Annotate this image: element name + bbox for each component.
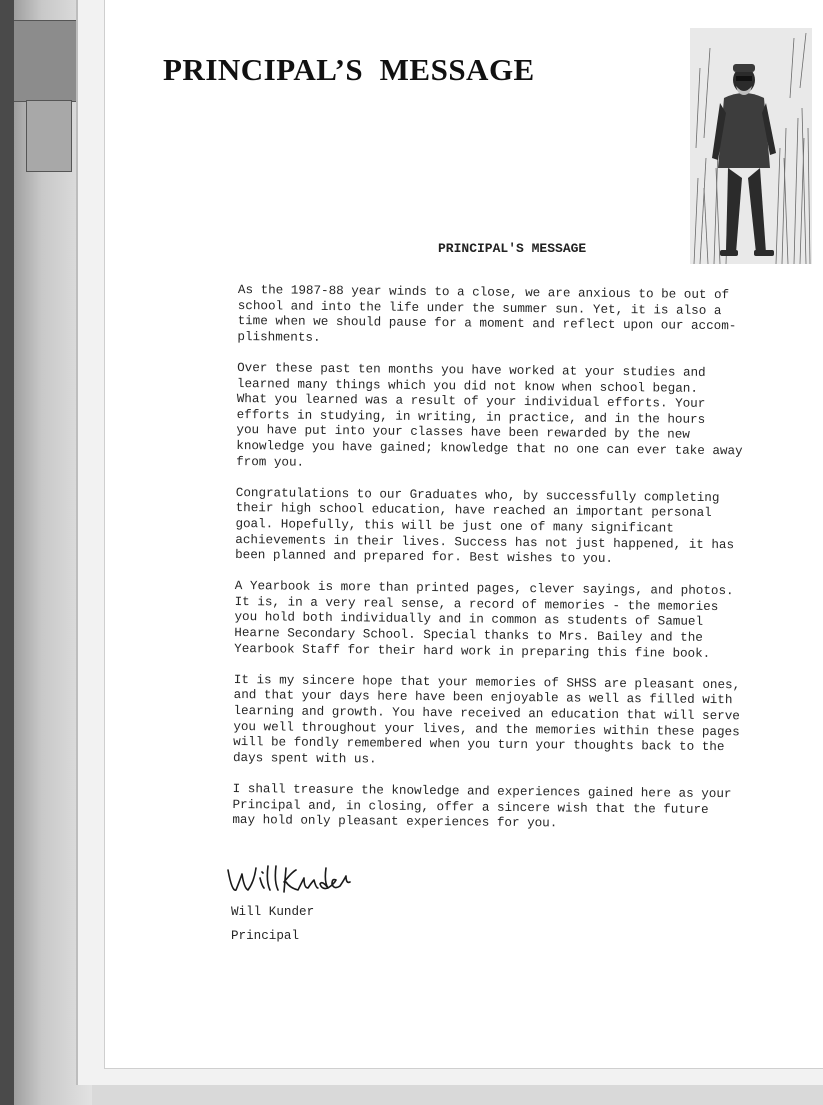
paragraph: I shall treasure the knowledge and experiences gained here as your Principal and, in closing, offer a sincere wish that the future may hold only pleasant experiences for you.: [232, 781, 732, 831]
paragraph: Over these past ten months you have worked at your studies and learned many things which you did not know when school began. What you learned was a result of your individual efforts. Your efforts in studying, in writing, in practice, and in the hours you have put into your classes have been rewarded by the new knowledge you have gained; knowledge that no one can ever take away from you.: [236, 360, 743, 470]
signer-name: Will Kunder: [231, 905, 315, 919]
signer-title: Principal: [231, 929, 300, 943]
paragraph: As the 1987-88 year winds to a close, we are anxious to be out of school and into the life under the summer sun. Yet, it is also a time when we should pause for a moment and reflect upon our accom- plishments.: [237, 283, 737, 345]
paragraph: A Yearbook is more than printed pages, clever sayings, and photos. It is, in a very real sense, a record of memories - the memories you hold both individually and in common as students of Samuel Hearne Secondary School. Special thanks to Mrs. Bailey and the Yearbook Staff for their hard work in preparing this fine book.: [234, 579, 734, 661]
scanner-bar: [0, 0, 14, 1105]
letter-heading: PRINCIPAL'S MESSAGE: [438, 241, 587, 256]
letter-body: [232, 283, 798, 850]
paragraph: It is my sincere hope that your memories of SHSS are pleasant ones, and that your days here have been enjoyable as well as filled with learning and growth. You have received an education that will serve you well throughout your lives, and the memories within these pages will be fondly remembered when you turn your thoughts back to the days spent with us.: [232, 672, 741, 767]
scanner-bracket: [26, 100, 72, 172]
handwritten-signature: [226, 862, 356, 898]
paragraph: Congratulations to our Graduates who, by successfully completing their high school education, have reached an important personal goal. Hopefully, this will be just one of many significant achievements in their lives. Success has not just happened, it has been planned and prepared for. Best wishes to you.: [235, 485, 735, 567]
page-title: PRINCIPAL’S MESSAGE: [163, 52, 535, 87]
principal-photo: [690, 28, 812, 264]
